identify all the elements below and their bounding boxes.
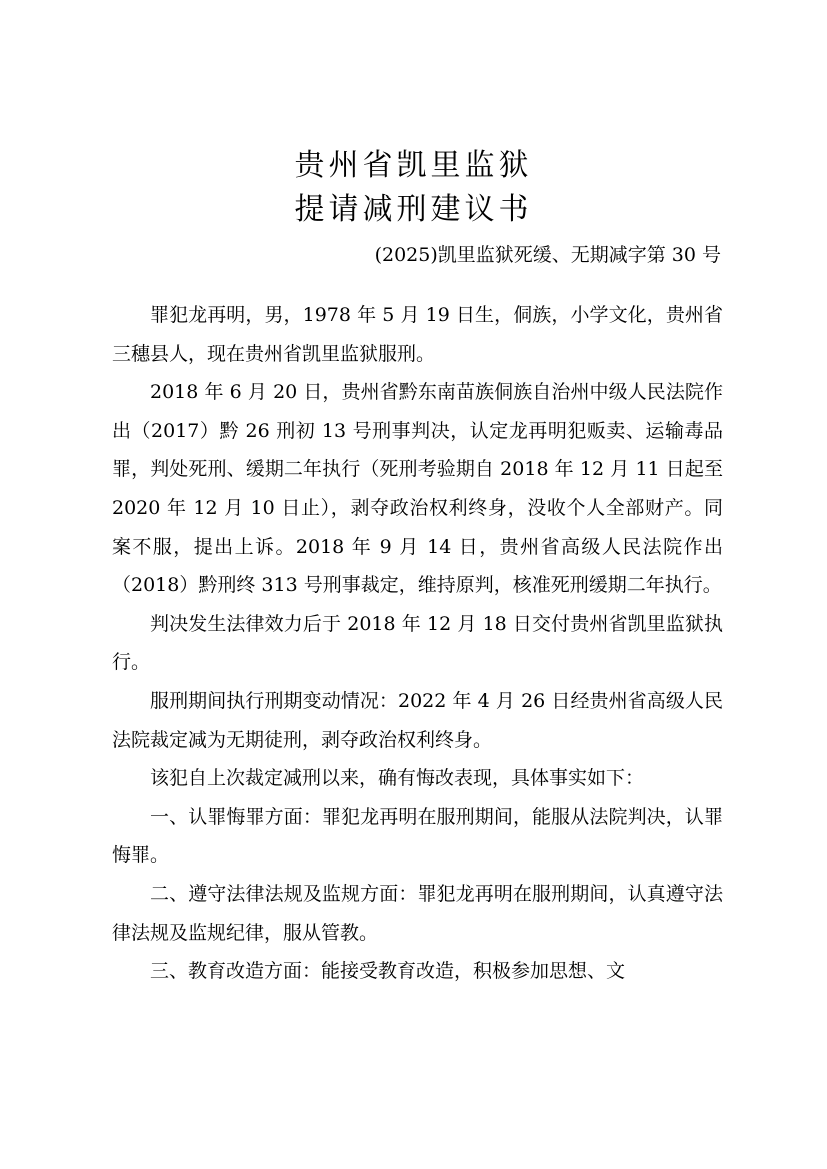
paragraph-point-1: 一、认罪悔罪方面：罪犯龙再明在服刑期间，能服从法院判决，认罪悔罪。 [112,805,723,867]
document-number: (2025)凯里监狱死缓、无期减字第 30 号 [374,244,721,266]
paragraph-judgment: 2018 年 6 月 20 日，贵州省黔东南苗族侗族自治州中级人民法院作出（2017）黔 26 刑初 13 号刑事判决，认定龙再明犯贩卖、运输毒品罪，判处死刑、缓期二年执行（死刑考验期自 2018 年 12 月 11 日起至 2020 年 12 月 10 日止），剥夺政治权利终身，没收个人全部财产。同案不服，提出上诉。2018 年 9 月 14 日，贵州省高级人民法院作出（2018）黔刑终 313 号刑事裁定，维持原判，核准死刑缓期二年执行。 [112,381,723,597]
paragraph-delivery: 判决发生法律效力后于 2018 年 12 月 18 日交付贵州省凯里监狱执行。 [112,612,723,674]
paragraph-repentance-intro: 该犯自上次裁定减刑以来，确有悔改表现，具体事实如下： [150,767,645,790]
paragraph-criminal-info: 罪犯龙再明，男，1978 年 5 月 19 日生，侗族，小学文化，贵州省三穗县人，现在贵州省凯里监狱服刑。 [112,304,723,365]
paragraph-point-3: 三、教育改造方面：能接受教育改造，积极参加思想、文 [150,960,626,983]
paragraph-sentence-changes: 服刑期间执行刑期变动情况：2022 年 4 月 26 日经贵州省高级人民法院裁定减为无期徒刑，剥夺政治权利终身。 [112,689,723,751]
document-title-line-2: 提请减刑建议书 [294,192,533,227]
document-title-line-1: 贵州省凯里监狱 [294,148,533,183]
document-body [112,296,723,991]
paragraph-point-2: 二、遵守法律法规及监规方面：罪犯龙再明在服刑期间，认真遵守法律法规及监规纪律，服从管教。 [112,882,723,944]
